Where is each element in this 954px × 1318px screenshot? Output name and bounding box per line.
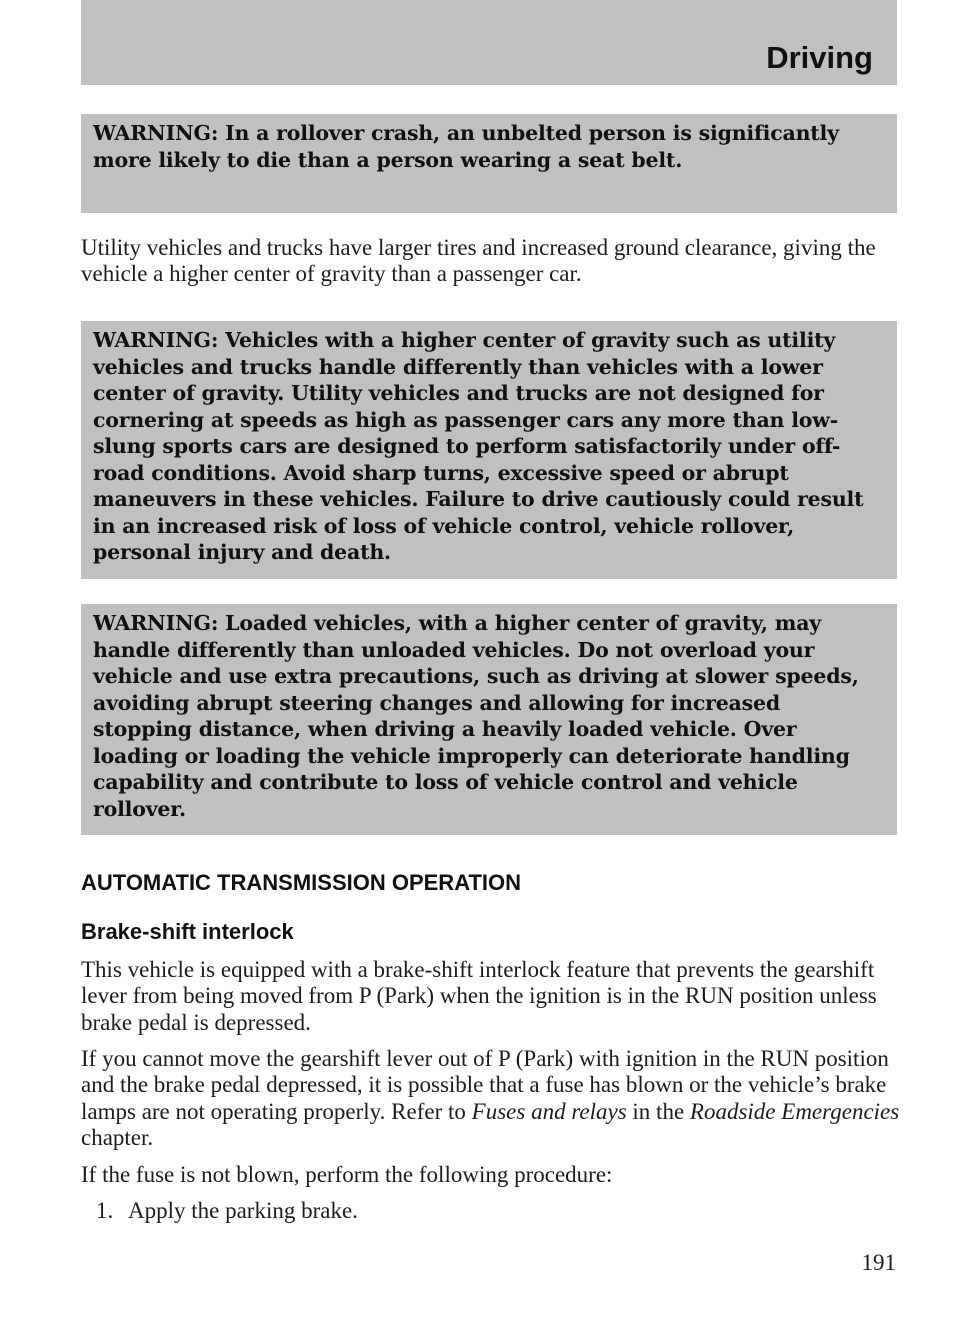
cross-reference: Roadside Emergencies xyxy=(689,1098,900,1124)
section-heading: AUTOMATIC TRANSMISSION OPERATION xyxy=(81,870,521,895)
warning-box xyxy=(81,321,897,579)
paragraph: If the fuse is not blown, perform the following procedure: xyxy=(81,1162,613,1187)
warning-text: WARNING: In a rollover crash, an unbelted person is significantly more likely to die than a person wearing a seat belt. xyxy=(93,121,839,172)
intro-paragraph: Utility vehicles and trucks have larger tires and increased ground clearance, giving the vehicle a higher center of gravity than a passenger car. xyxy=(81,235,876,287)
warning-box xyxy=(81,114,897,213)
warning-text: WARNING: Vehicles with a higher center of gravity such as utility vehicles and trucks handle differently than vehicles with a lower center of gravity. Utility vehicles and trucks are not designed for cornering at speeds as high as passenger cars any more than low-slung sports cars are designed to perform satisfactorily under off-road conditions. Avoid sharp turns, excessive speed or abrupt maneuvers in these vehicles. Failure to drive cautiously could result in an increased risk of loss of vehicle control, vehicle rollover, personal injury and death. xyxy=(93,328,864,564)
step-number: 1. xyxy=(96,1198,114,1223)
step-text: Apply the parking brake. xyxy=(128,1198,358,1223)
subsection-heading: Brake-shift interlock xyxy=(81,919,294,944)
paragraph-text: in the xyxy=(626,1098,690,1124)
paragraph: This vehicle is equipped with a brake-shift interlock feature that prevents the gearshift lever from being moved from P (Park) when the ignition is in the RUN position unless brake pedal is depressed. xyxy=(81,957,877,1035)
warning-text: WARNING: Loaded vehicles, with a higher center of gravity, may handle differently than unloaded vehicles. Do not overload your vehicle and use extra precautions, such as driving at slower speeds, avoiding abrupt steering changes and allowing for increased stopping distance, when driving a heavily loaded vehicle. Over loading or loading the vehicle improperly can deteriorate handling capability and contribute to loss of vehicle control and vehicle rollover. xyxy=(93,611,859,821)
procedure-step xyxy=(96,1198,358,1224)
chapter-title: Driving xyxy=(766,40,873,75)
paragraph xyxy=(81,1046,901,1151)
cross-reference: Fuses and relays xyxy=(471,1098,627,1124)
chapter-header xyxy=(81,0,897,85)
paragraph-text: chapter. xyxy=(81,1124,154,1150)
warning-box xyxy=(81,604,897,835)
paragraph-text: If you cannot move the gearshift lever out of P (Park) with ignition in the RUN position and the brake pedal depressed, it is possible that a fuse has blown or the vehicle’s brake lamps are not operating properly. Refer to xyxy=(81,1046,889,1124)
page-number: 191 xyxy=(861,1250,896,1275)
